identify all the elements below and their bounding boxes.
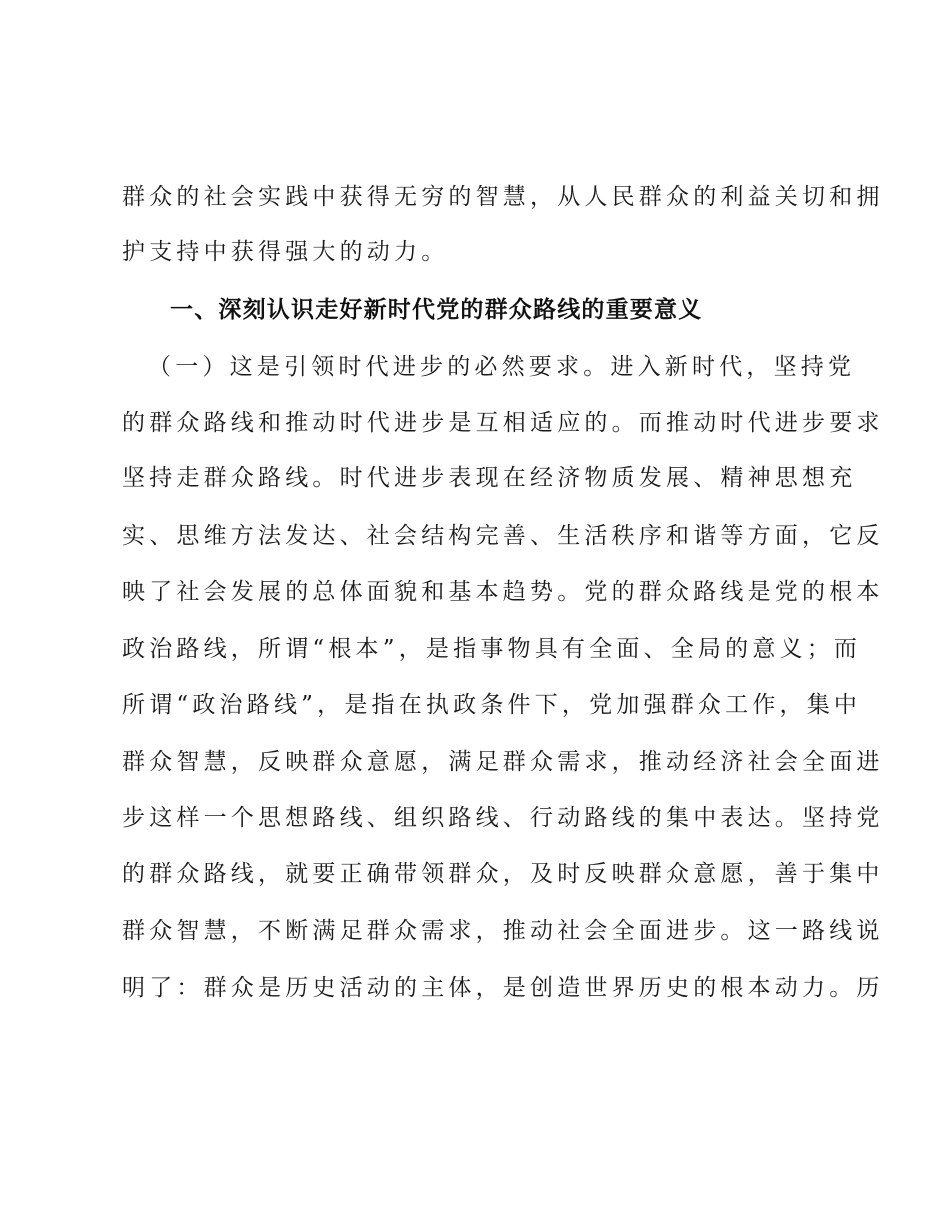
section-heading: 一、深刻认识走好新时代党的群众路线的重要意义 [170, 297, 703, 323]
intro-line-2: 护支持中获得强大的动力。 [122, 239, 449, 265]
intro-line-1: 群众的社会实践中获得无穷的智慧，从人民群众的利益关切和拥 [122, 184, 884, 210]
body-line-1: （一）这是引领时代进步的必然要求。进入新时代，坚持党 [148, 354, 856, 380]
body-line-4: 实、思维方法发达、社会结构完善、生活秩序和谐等方面，它反 [122, 523, 884, 549]
body-line-7: 所谓“政治路线”，是指在执政条件下，党加强群众工作，集中 [122, 692, 862, 718]
body-line-5: 映了社会发展的总体面貌和基本趋势。党的群众路线是党的根本 [122, 579, 884, 605]
body-line-11: 群众智慧，不断满足群众需求，推动社会全面进步。这一路线说 [122, 918, 884, 944]
body-line-2: 的群众路线和推动时代进步是互相适应的。而推动时代进步要求 [122, 410, 884, 436]
body-line-10: 的群众路线，就要正确带领群众，及时反映群众意愿，善于集中 [122, 861, 884, 887]
body-line-6: 政治路线，所谓“根本”，是指事物具有全面、全局的意义；而 [122, 636, 862, 662]
body-line-3: 坚持走群众路线。时代进步表现在经济物质发展、精神思想充 [122, 465, 857, 491]
body-line-12: 明了：群众是历史活动的主体，是创造世界历史的根本动力。历 [122, 975, 884, 1001]
body-line-9: 步这样一个思想路线、组织路线、行动路线的集中表达。坚持党 [122, 805, 884, 831]
body-line-8: 群众智慧，反映群众意愿，满足群众需求，推动经济社会全面进 [122, 749, 884, 775]
